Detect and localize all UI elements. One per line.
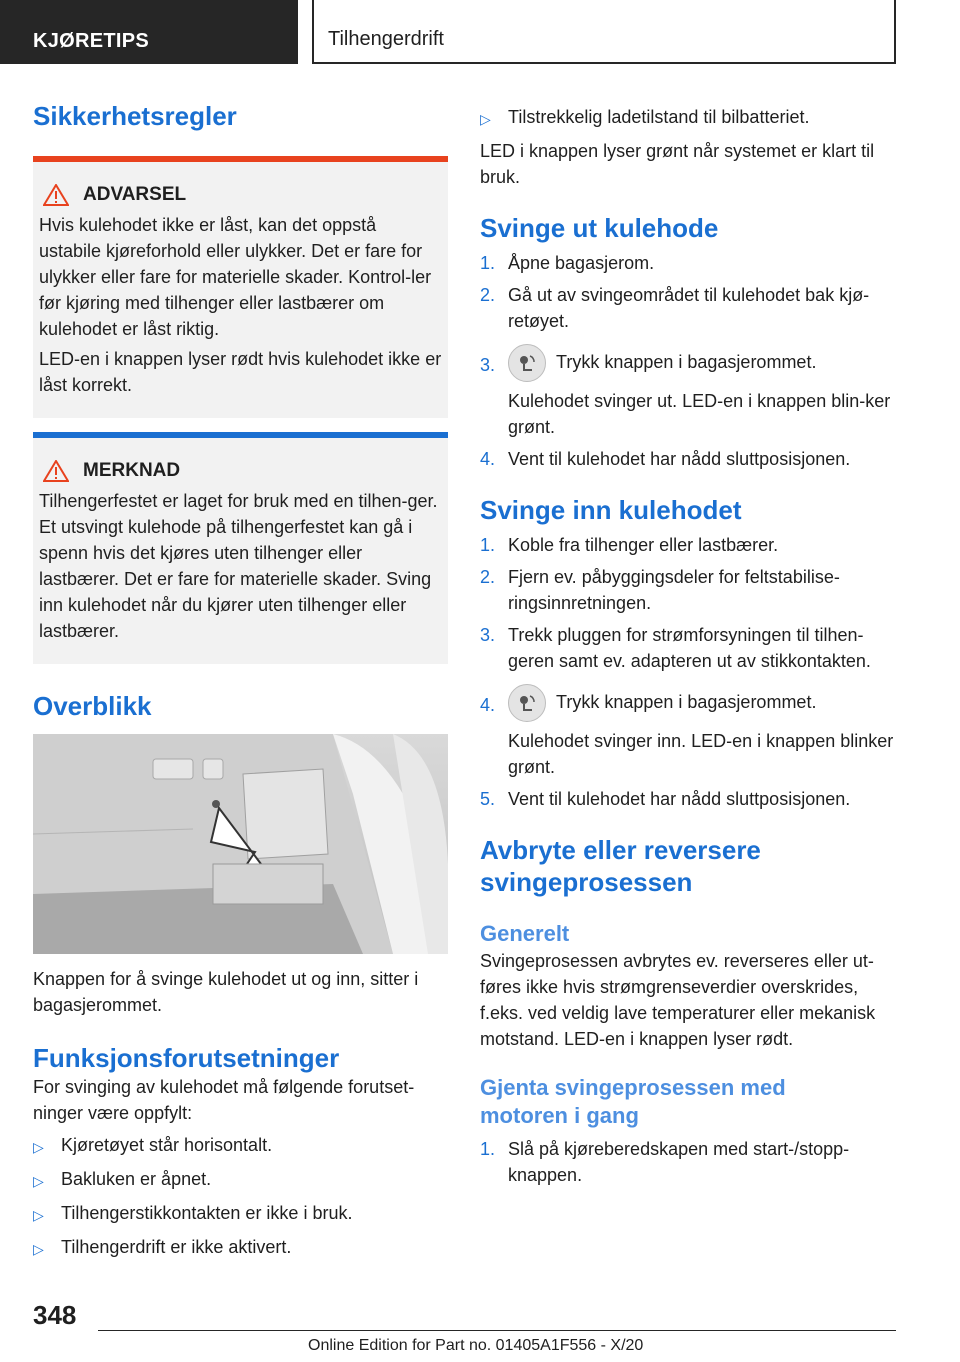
section-label: KJØRETIPS [0, 0, 298, 64]
step-item: 1. Koble fra tilhenger eller lastbærer. [480, 535, 779, 555]
funksjon-intro: For svinging av kulehodet må følgende forutset-ninger være oppfylt: [33, 1077, 415, 1123]
step-item: 1. Slå på kjøreberedskapen med start-/stopp-knappen. [480, 1139, 850, 1185]
page-number: 348 [33, 1300, 77, 1330]
towbar-button-icon [508, 684, 546, 722]
trunk-illustration [33, 734, 448, 954]
list-item: ▷ Tilstrekkelig ladetilstand til bilbatteriet. [480, 104, 898, 132]
triangle-bullet-icon: ▷ [33, 1207, 44, 1223]
heading-overblikk: Overblikk [33, 691, 152, 721]
generelt-text: Svingeprosessen avbrytes ev. reverseres eller ut-føres ikke hvis strømgrenseverdier overskrides, f.eks. ved veldig lave temperaturer eller mekanisk motstand. LED-en i knappen lyser rødt. [480, 951, 876, 1049]
heading-gjenta: Gjenta svingeprosessen med motoren i gang [480, 1075, 786, 1128]
step-item: 5. Vent til kulehodet har nådd sluttposisjonen. [480, 789, 851, 809]
list-item: ▷ Tilhengerdrift er ikke aktivert. [33, 1234, 448, 1262]
triangle-bullet-icon: ▷ [480, 111, 491, 127]
edition-text: Online Edition for Part no. 01405A1F556 - X/20 [308, 1337, 644, 1354]
triangle-bullet-icon: ▷ [33, 1173, 44, 1189]
step-item: 4. Vent til kulehodet har nådd sluttposisjonen. [480, 449, 851, 469]
led-ready-text: LED i knappen lyser grønt når systemet er klart til bruk. [480, 141, 875, 187]
warning-text-1: Hvis kulehodet ikke er låst, kan det oppstå ustabile kjøreforhold eller ulykker. Det er fare for ulykker eller fare for materielle skader. Kontrol-ler før kjøring med tilhenger eller lastbærer om kulehodet er låst riktig. [39, 215, 432, 339]
triangle-bullet-icon: ▷ [33, 1241, 44, 1257]
note-box [33, 432, 448, 664]
step-item: 4. Trykk knappen i bagasjerommet. Kulehodet svinger inn. LED-en i knappen blinker grønt. [480, 684, 898, 780]
heading-avbryte: Avbryte eller reversere svingeprosessen [480, 835, 761, 897]
chapter-label: Tilhengerdrift [312, 0, 896, 64]
heading-generelt: Generelt [480, 921, 570, 946]
note-title [39, 460, 442, 482]
heading-funksjonsforutsetninger: Funksjonsforutsetninger [33, 1043, 340, 1073]
list-item: ▷ Bakluken er åpnet. [33, 1166, 448, 1194]
warning-triangle-icon [43, 184, 69, 206]
right-column [480, 100, 898, 1188]
footer-divider [98, 1330, 896, 1331]
step-item: 3. Trekk pluggen for strømforsyningen til tilhen-geren samt ev. adapteren ut av stikkontakten. [480, 625, 871, 671]
triangle-bullet-icon: ▷ [33, 1139, 44, 1155]
step-item: 3. Trykk knappen i bagasjerommet. Kulehodet svinger ut. LED-en i knappen blin-ker grønt. [480, 344, 898, 440]
step-item: 2. Fjern ev. påbyggingsdeler for feltstabilise-ringsinnretningen. [480, 567, 840, 613]
warning-label: ADVARSEL [83, 184, 187, 205]
page-header [0, 0, 960, 66]
warning-triangle-icon [43, 460, 69, 482]
warning-box [33, 156, 448, 418]
warning-title [39, 184, 442, 206]
note-text: Tilhengerfestet er laget for bruk med en tilhen-ger. Et utsvingt kulehode på tilhengerfestet kan gå i spenn hvis det kjøres uten tilhenger eller lastbærer. Det er fare for materielle skader. Sving inn kulehodet når du kjører uten tilhenger eller lastbærer. [39, 491, 438, 641]
heading-svinge-ut: Svinge ut kulehode [480, 213, 719, 243]
list-item: ▷ Tilhengerstikkontakten er ikke i bruk. [33, 1200, 448, 1228]
step-item: 2. Gå ut av svingeområdet til kulehodet bak kjø-retøyet. [480, 285, 870, 331]
heading-sikkerhetsregler: Sikkerhetsregler [33, 101, 237, 131]
step-item: 1. Åpne bagasjerom. [480, 253, 655, 273]
list-item: ▷ Kjøretøyet står horisontalt. [33, 1132, 448, 1160]
warning-text-2: LED-en i knappen lyser rødt hvis kulehodet ikke er låst korrekt. [39, 349, 442, 395]
note-label: MERKNAD [83, 460, 181, 481]
trunk-photo [33, 734, 448, 954]
left-column [33, 100, 448, 1262]
photo-caption: Knappen for å svinge kulehodet ut og inn, sitter i bagasjerommet. [33, 969, 419, 1015]
heading-svinge-inn: Svinge inn kulehodet [480, 495, 742, 525]
towbar-button-icon [508, 344, 546, 382]
